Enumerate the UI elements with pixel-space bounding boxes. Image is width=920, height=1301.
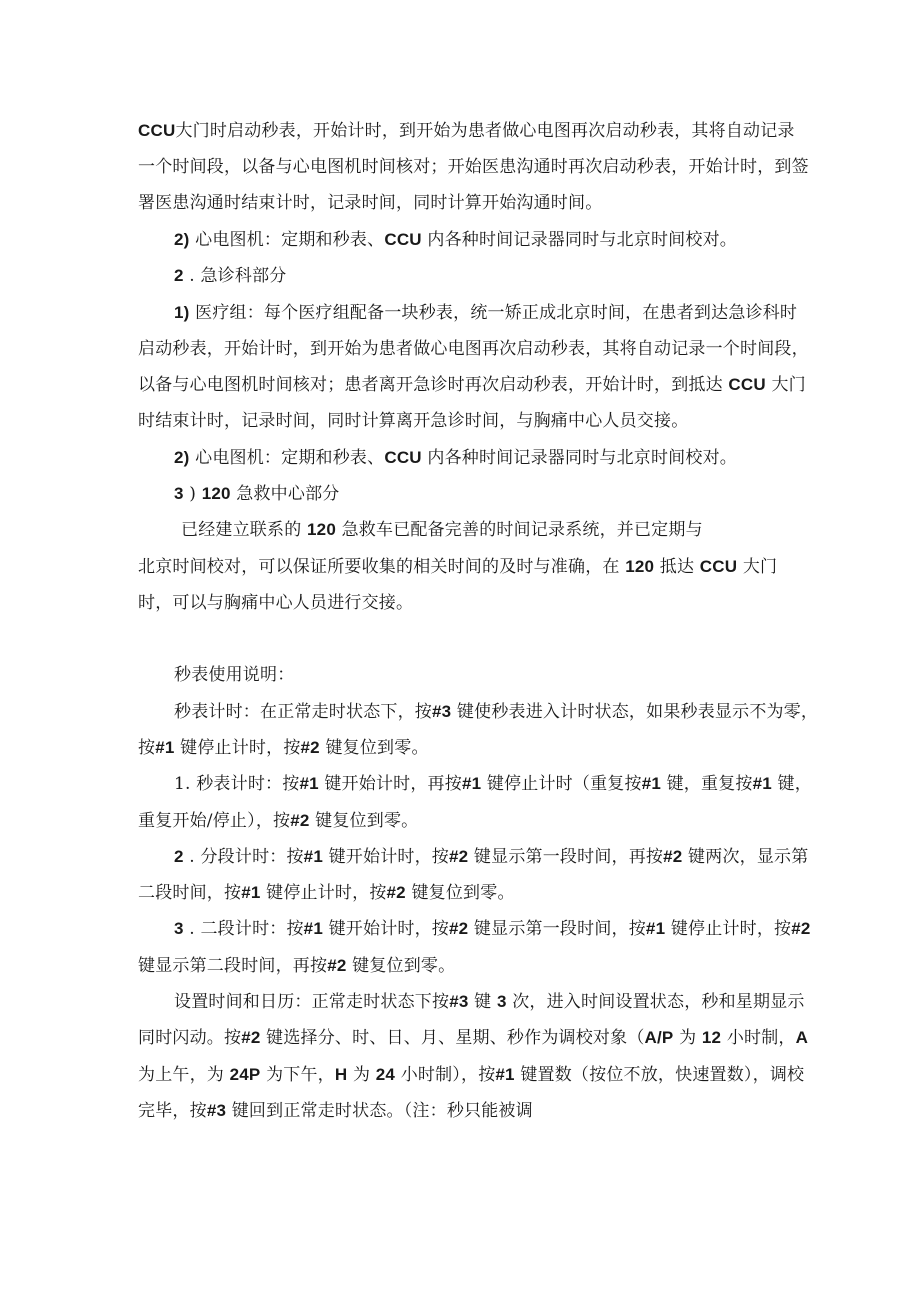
bold-text: 1)	[174, 303, 190, 322]
stopwatch-timing-line-2	[138, 737, 429, 759]
text-run: 秒表使用说明：	[174, 665, 295, 685]
bold-text: 24	[375, 1065, 396, 1084]
text-run: )	[183, 484, 202, 504]
bold-text: #2	[791, 919, 811, 938]
bold-text: #2	[241, 1028, 261, 1047]
step-1-line-2	[138, 810, 418, 832]
bold-text: #2	[663, 847, 683, 866]
item-ecg-machine-emergency	[174, 447, 737, 469]
set-time-line-2	[138, 1027, 808, 1049]
bold-text: CCU	[728, 375, 766, 394]
bold-text: #1	[461, 774, 482, 793]
paragraph-120-line-3	[138, 592, 413, 614]
text-run: 时结束计时，记录时间，同时计算离开急诊时间，与胸痛中心人员交接。	[138, 411, 689, 431]
bold-text: #3	[449, 992, 469, 1011]
text-run: 一个时间段，以备与心电图机时间核对；开始医患沟通时再次启动秒表，开始计时，到签	[138, 157, 809, 177]
text-run: 抵达	[654, 557, 700, 577]
paragraph-line-2	[138, 156, 809, 178]
bold-text: A	[795, 1028, 809, 1047]
bold-text: #1	[303, 919, 323, 938]
text-run: 医疗组：每个医疗组配备一块秒表，统一矫正成北京时间，在患者到达急诊科时	[189, 303, 798, 323]
bold-text: #1	[155, 738, 175, 757]
text-run: 键开始计时，按	[322, 919, 449, 939]
text-run: 大门	[765, 375, 806, 395]
bold-text: #1	[645, 919, 666, 938]
text-run: 为上午，为	[138, 1065, 230, 1085]
text-run: 键显示第二段时间，再按	[138, 956, 328, 976]
text-run: 键停止计时，按	[665, 919, 792, 939]
paragraph-line-1	[138, 120, 795, 142]
text-run: 键回到正常走时状态。（注：秒只能被调	[226, 1101, 533, 1121]
text-run: 二段时间，按	[138, 883, 242, 903]
bold-text: #1	[495, 1065, 515, 1084]
text-run: 键复位到零。	[309, 811, 419, 831]
paragraph-120-line-1	[181, 519, 703, 541]
text-run: 启动秒表，开始计时，到开始为患者做心电图再次启动秒表，其将自动记录一个时间段，	[138, 339, 809, 359]
stopwatch-instructions-title	[174, 664, 294, 686]
text-run: 键开始计时，再按	[318, 774, 462, 794]
paragraph-line-7	[138, 338, 809, 360]
text-run: 键停止计时（重复按	[481, 774, 642, 794]
text-run: 键	[468, 992, 497, 1012]
text-run: 急救车已配备完善的时间记录系统，并已定期与	[335, 520, 703, 540]
step-2-line-2	[138, 882, 515, 904]
bold-text: 120	[625, 557, 655, 576]
text-run: 键使秒表进入计时状态，如果秒表显示不为零，	[451, 702, 819, 722]
bold-text: 3	[496, 992, 507, 1011]
paragraph-line-8	[138, 374, 806, 396]
text-run: 同时闪动。按	[138, 1028, 242, 1048]
bold-text: #1	[303, 847, 323, 866]
text-run: 内各种时间记录器同时与北京时间校对。	[421, 230, 737, 250]
text-run: 键开始计时，按	[322, 847, 449, 867]
bold-text: 12	[701, 1028, 722, 1047]
bold-text: CCU	[138, 121, 176, 140]
bold-text: CCU	[384, 230, 422, 249]
text-run: 键停止计时，按	[174, 738, 301, 758]
bold-text: #1	[299, 774, 319, 793]
text-run: 为下午，	[260, 1065, 335, 1085]
text-run: 内各种时间记录器同时与北京时间校对。	[421, 448, 737, 468]
text-run: . 二段计时：按	[183, 919, 304, 939]
text-run: 心电图机：定期和秒表、	[189, 448, 385, 468]
text-run: 已经建立联系的	[181, 520, 308, 540]
step-3-line-2	[138, 955, 455, 977]
text-run: 秒表计时：在正常走时状态下，按	[174, 702, 432, 722]
bold-text: CCU	[384, 448, 422, 467]
bold-text: #2	[386, 883, 406, 902]
bold-text: 3	[174, 484, 184, 503]
bold-text: 120	[307, 520, 336, 539]
text-run: 键选择分、时、日、月、星期、秒作为调校对象（	[260, 1028, 645, 1048]
text-run: 键复位到零。	[346, 956, 456, 976]
bold-text: #2	[327, 956, 347, 975]
text-run: 次，进入时间设置状态，秒和星期显示	[506, 992, 805, 1012]
text-run: 大门	[737, 557, 778, 577]
text-run: 心电图机：定期和秒表、	[189, 230, 385, 250]
text-run: 键显示第一段时间，按	[468, 919, 646, 939]
text-run: 键显示第一段时间，再按	[468, 847, 664, 867]
bold-text: #3	[432, 702, 452, 721]
set-time-line-3	[138, 1064, 804, 1086]
text-run: 为	[347, 1065, 376, 1085]
step-1-line-1	[174, 773, 812, 795]
text-run: 时，可以与胸痛中心人员进行交接。	[138, 593, 414, 613]
text-run: 按	[138, 738, 156, 758]
section-heading-emergency	[174, 265, 286, 287]
item-ecg-machine-ccu	[174, 229, 737, 251]
paragraph-line-3	[138, 192, 602, 214]
text-run: 键复位到零。	[405, 883, 515, 903]
text-run: 键复位到零。	[319, 738, 429, 758]
text-run: 急救中心部分	[230, 484, 340, 504]
bold-text: #3	[206, 1101, 227, 1120]
paragraph-line-9	[138, 410, 688, 432]
bold-text: A/P	[644, 1028, 674, 1047]
text-run: 完毕，按	[138, 1101, 207, 1121]
text-run: 大门时启动秒表，开始计时，到开始为患者做心电图再次启动秒表，其将自动记录	[175, 121, 795, 141]
text-run: 设置时间和日历：正常走时状态下按	[174, 992, 450, 1012]
bold-text: #1	[641, 774, 661, 793]
text-run: 重复开始/停止），按	[138, 811, 291, 831]
bold-text: #1	[241, 883, 261, 902]
bold-text: 2	[174, 847, 184, 866]
bold-text: 3	[174, 919, 184, 938]
set-time-line-4	[138, 1100, 533, 1122]
text-run: 键，重复按	[661, 774, 753, 794]
text-run: 键两次，显示第	[682, 847, 809, 867]
bold-text: 2)	[174, 230, 190, 249]
text-run: 北京时间校对，可以保证所要收集的相关时间的及时与准确，在	[138, 557, 626, 577]
text-run: . 分段计时：按	[183, 847, 304, 867]
text-run: 小时制），按	[395, 1065, 496, 1085]
text-run: 为	[673, 1028, 702, 1048]
bold-text: H	[334, 1065, 348, 1084]
section-heading-120	[174, 483, 339, 505]
stopwatch-timing-line-1	[174, 701, 818, 723]
bold-text: 120	[201, 484, 231, 503]
bold-text: 24P	[229, 1065, 261, 1084]
bold-text: #2	[449, 847, 469, 866]
text-run: 署医患沟通时结束计时，记录时间，同时计算开始沟通时间。	[138, 193, 603, 213]
bold-text: 2	[174, 266, 184, 285]
bold-text: #1	[752, 774, 772, 793]
set-time-line-1	[174, 991, 805, 1013]
paragraph-120-line-2	[138, 556, 777, 578]
text-run: 键停止计时，按	[260, 883, 387, 903]
bold-text: 2)	[174, 448, 190, 467]
item-medical-team	[174, 302, 797, 324]
step-2-line-1	[174, 846, 808, 868]
text-run: 小时制，	[721, 1028, 796, 1048]
text-run: 以备与心电图机时间核对；患者离开急诊时再次启动秒表，开始计时，到抵达	[138, 375, 729, 395]
bold-text: CCU	[699, 557, 738, 576]
bold-text: #2	[449, 919, 469, 938]
bold-text: #2	[300, 738, 320, 757]
step-3-line-1	[174, 918, 811, 940]
text-run: 1. 秒表计时：按	[174, 774, 300, 794]
bold-text: #2	[290, 811, 310, 830]
text-run: . 急诊科部分	[183, 266, 287, 286]
text-run: 键置数（按位不放，快速置数），调校	[514, 1065, 805, 1085]
text-run: 键，	[771, 774, 812, 794]
